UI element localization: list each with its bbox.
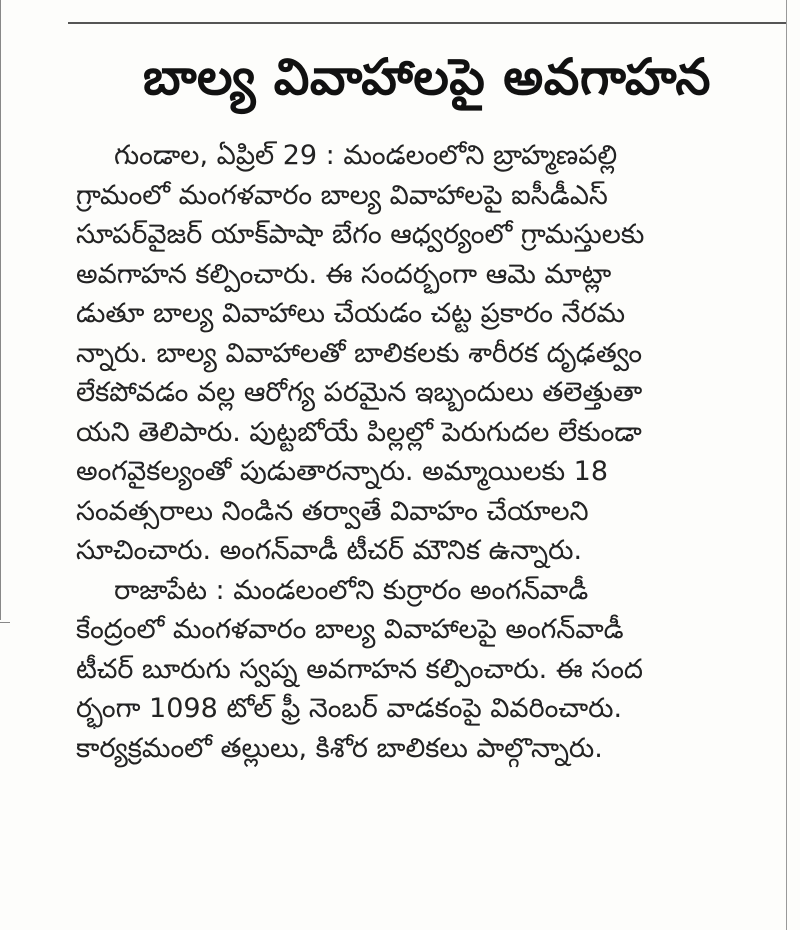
right-column-rule bbox=[786, 0, 787, 930]
cropped-previous-article-text bbox=[78, 0, 778, 12]
article-paragraph-1 bbox=[76, 136, 776, 571]
left-rule-tick bbox=[0, 622, 10, 623]
paragraph-line: రాజాపేట : మండలంలోని కుర్రారం అంగన్‌వాడీ bbox=[114, 574, 589, 606]
cropped-next-article-text bbox=[140, 918, 740, 930]
paragraph-line: ర్భంగా 1098 టోల్ ఫ్రీ నెంబర్ వాడకంపై వివరించారు. bbox=[76, 693, 623, 724]
paragraph-line: డుతూ బాల్య వివాహాలు చేయడం చట్ట ప్రకారం నేరమ bbox=[76, 298, 626, 329]
paragraph-line: సూపర్‌వైజర్ యాక్‌పాషా బేగం ఆధ్వర్యంలో గ్రామస్తులకు bbox=[76, 219, 645, 250]
paragraph-line: గ్రామంలో మంగళవారం బాల్య వివాహాలపై ఐసీడీఎస్ bbox=[76, 179, 608, 211]
paragraph-line: అంగవైకల్యంతో పుడుతారన్నారు. అమ్మాయిలకు 18 bbox=[76, 456, 609, 487]
paragraph-line: లేకపోవడం వల్ల ఆరోగ్య పరమైన ఇబ్బందులు తలెత్తుతా bbox=[76, 377, 643, 408]
paragraph-line: అవగాహన కల్పించారు. ఈ సందర్భంగా ఆమె మాట్లా bbox=[76, 258, 612, 290]
left-column-rule bbox=[0, 0, 1, 620]
paragraph-line: గుండాల, ఏప్రిల్ 29 : మండలంలోని బ్రాహ్మణపల్లి bbox=[114, 140, 618, 171]
paragraph-line: సంవత్సరాలు నిండిన తర్వాతే వివాహం చేయాలని bbox=[76, 495, 589, 527]
article-headline: బాల్య వివాహాలపై అవగాహన bbox=[142, 48, 712, 106]
paragraph-line: యని తెలిపారు. పుట్టబోయే పిల్లల్లో పెరుగుదల లేకుండా bbox=[76, 416, 642, 448]
paragraph-line: సూచించారు. అంగన్‌వాడీ టీచర్ మౌనిక ఉన్నారు. bbox=[76, 535, 583, 566]
paragraph-line: న్నారు. బాల్య వివాహాలతో బాలికలకు శారీరక దృఢత్వం bbox=[76, 337, 643, 369]
paragraph-line: కేంద్రంలో మంగళవారం బాల్య వివాహాలపై అంగన్‌వాడీ bbox=[76, 614, 624, 645]
article-body bbox=[76, 136, 776, 768]
article-separator-rule bbox=[68, 22, 786, 24]
paragraph-line: కార్యక్రమంలో తల్లులు, కిశోర బాలికలు పాల్గొన్నారు. bbox=[76, 732, 603, 764]
paragraph-line: టీచర్ బూరుగు స్వప్న అవగాహన కల్పించారు. ఈ సంద bbox=[76, 653, 643, 685]
article-paragraph-2 bbox=[76, 571, 776, 769]
